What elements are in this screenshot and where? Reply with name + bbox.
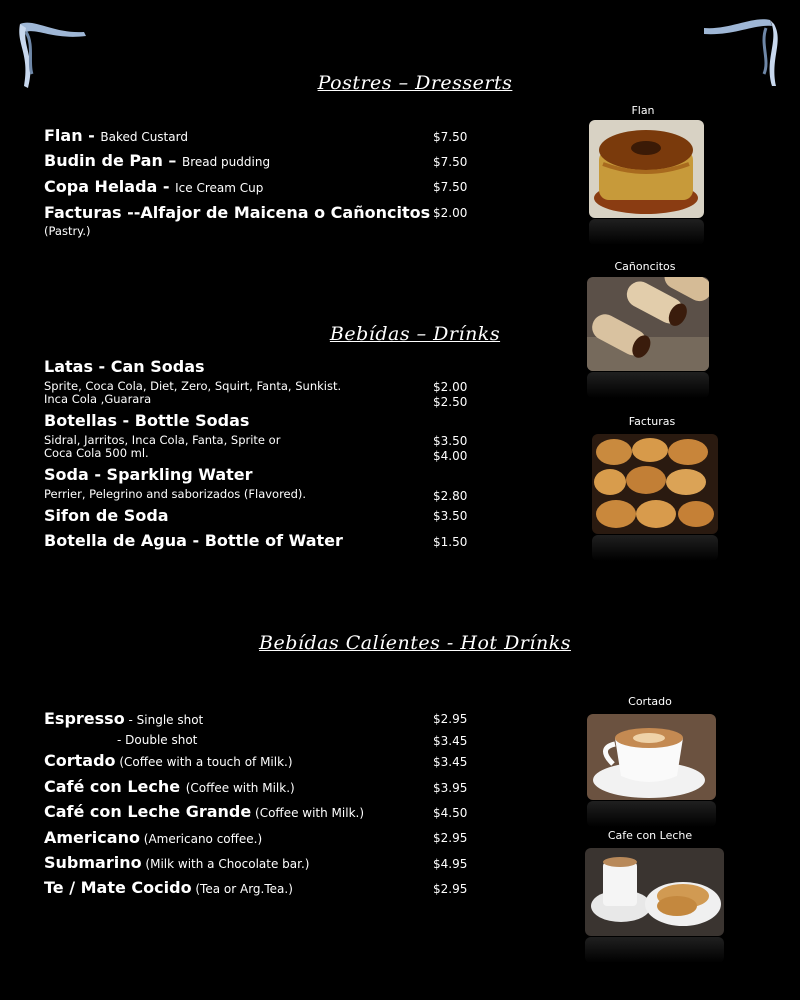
flan-photo-reflection [589,219,704,245]
item-description: (Coffee with Milk.) [251,806,365,820]
menu-item-budin [44,151,270,170]
price-facturas: $2.00 [433,206,468,220]
espresso-double: - Double shot [117,733,198,747]
price-te: $2.95 [433,882,468,896]
canoncitos-photo [587,277,709,371]
cortado-photo-reflection [587,801,716,827]
price-submarino: $4.95 [433,857,468,871]
menu-item-facturas: Facturas --Alfajor de Maicena o Cañoncitos [44,203,431,222]
menu-item-soda: Soda - Sparkling Water [44,465,253,484]
price-americano: $2.95 [433,831,468,845]
menu-item-cafe-grande [44,802,364,821]
item-name: Flan - [44,126,101,145]
photo-caption-facturas: Facturas [628,415,676,428]
section-title-hot-drinks: Bebídas Calíentes - Hot Drínks [259,632,571,654]
menu-item-sifon: Sifon de Soda [44,506,169,525]
price-espresso-double: $3.45 [433,734,468,748]
photo-caption-cafe-con-leche: Cafe con Leche [607,829,693,842]
menu-item-botellas: Botellas - Bottle Sodas [44,411,250,430]
menu-item-agua: Botella de Agua - Bottle of Water [44,531,343,550]
item-name: Budin de Pan – [44,151,182,170]
menu-item-espresso [44,709,203,728]
facturas-photo [592,434,718,534]
menu-item-copa [44,177,263,196]
menu-item-te [44,878,293,897]
section-title-desserts: Postres – Dresserts [317,72,513,94]
photo-caption-cortado: Cortado [628,695,672,708]
cafe-con-leche-photo-reflection [585,937,724,963]
item-name: Café con Leche [44,777,186,796]
price-latas-2: $2.50 [433,395,468,409]
price-espresso-single: $2.95 [433,712,468,726]
item-name: Espresso [44,709,125,728]
soda-sub: Perrier, Pelegrino and saborizados (Flavored). [44,487,307,501]
price-agua: $1.50 [433,535,468,549]
cafe-con-leche-photo [585,848,724,936]
menu-item-flan [44,126,188,145]
price-sifon: $3.50 [433,509,468,523]
item-name: Submarino [44,853,142,872]
price-budin: $7.50 [433,155,468,169]
facturas-photo-reflection [592,535,718,561]
photo-caption-flan: Flan [631,104,655,117]
item-description: (Milk with a Chocolate bar.) [141,857,310,871]
price-cortado: $3.45 [433,755,468,769]
botellas-sub-1: Sidral, Jarritos, Inca Cola, Fanta, Sprite or [44,433,281,447]
item-description: (Coffee with a touch of Milk.) [115,755,293,769]
item-description: (Coffee with Milk.) [185,781,295,795]
cortado-photo [587,714,716,800]
price-latas-1: $2.00 [433,380,468,394]
facturas-note: (Pastry.) [44,224,91,238]
item-description: (Tea or Arg.Tea.) [191,882,293,896]
price-flan: $7.50 [433,130,468,144]
latas-sub-2: Inca Cola ,Guarara [44,392,152,406]
flan-photo [589,120,704,218]
item-name: Americano [44,828,140,847]
item-name: Te / Mate Cocido [44,878,192,897]
canoncitos-photo-reflection [587,372,709,398]
item-description: - Single shot [124,713,204,727]
item-description: Baked Custard [100,130,188,144]
item-name: Copa Helada - [44,177,176,196]
item-description: Ice Cream Cup [175,181,264,195]
menu-item-cafe-con-leche [44,777,295,796]
item-description: (Americano coffee.) [139,832,263,846]
item-description: Bread pudding [181,155,271,169]
price-cafe-grande: $4.50 [433,806,468,820]
price-copa: $7.50 [433,180,468,194]
price-soda: $2.80 [433,489,468,503]
menu-item-submarino [44,853,309,872]
botellas-sub-2: Coca Cola 500 ml. [44,446,149,460]
menu-item-americano [44,828,262,847]
menu-item-latas: Latas - Can Sodas [44,357,205,376]
price-botellas-2: $4.00 [433,449,468,463]
item-name: Cortado [44,751,116,770]
photo-caption-canoncitos: Cañoncitos [614,260,676,273]
latas-sub-1: Sprite, Coca Cola, Diet, Zero, Squirt, Fanta, Sunkist. [44,379,342,393]
price-cafe-con-leche: $3.95 [433,781,468,795]
section-title-drinks: Bebídas – Drínks [329,323,501,345]
menu-item-cortado [44,751,293,770]
item-name: Café con Leche Grande [44,802,252,821]
price-botellas-1: $3.50 [433,434,468,448]
